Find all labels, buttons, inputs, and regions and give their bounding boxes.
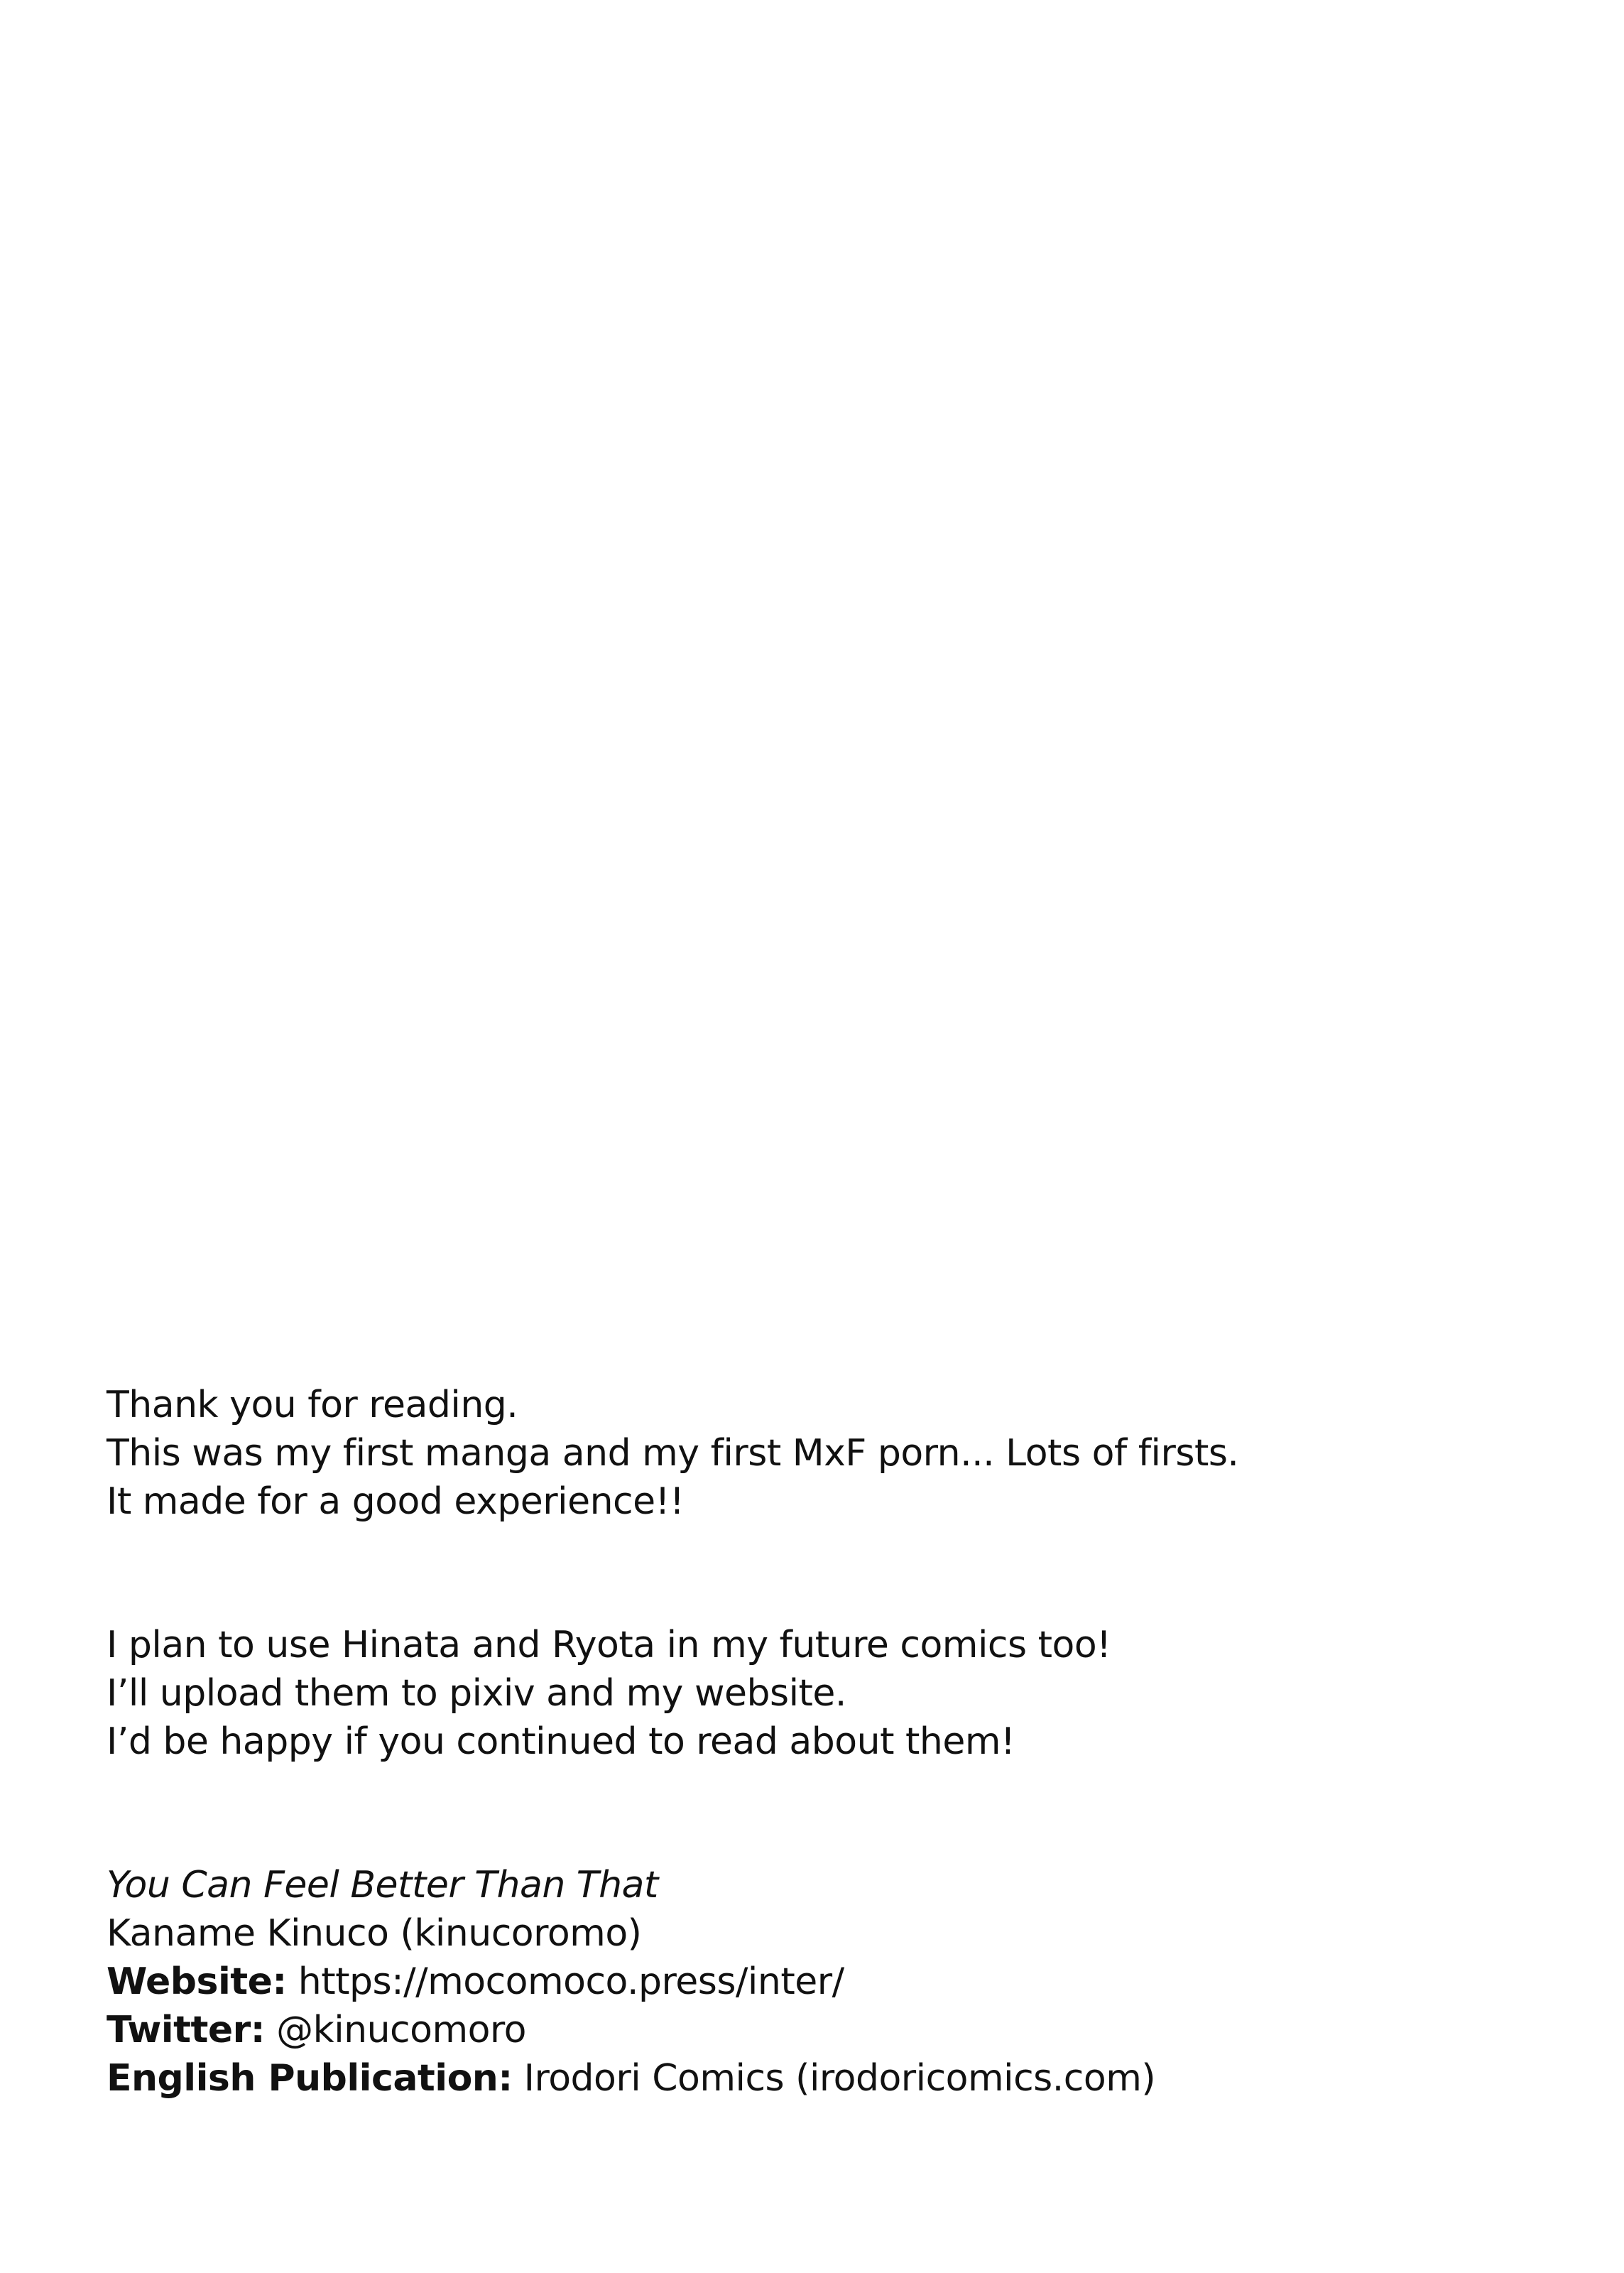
text-line: I’ll upload them to pixiv and my website.: [107, 1672, 846, 1715]
twitter-handle[interactable]: @kinucomoro: [276, 2009, 526, 2051]
text-line: Thank you for reading.: [107, 1384, 518, 1426]
author-line: Kaname Kinuco (kinucoromo): [107, 1912, 642, 1955]
website-label: Website:: [107, 1960, 287, 2003]
publication-line: [107, 2054, 1527, 2103]
publication-value: Irodori Comics (irodoricomics.com): [523, 2057, 1156, 2100]
credits-block: [107, 1861, 1527, 2103]
afterword-block: [107, 1381, 1527, 2103]
text-line: I plan to use Hinata and Ryota in my future comics too!: [107, 1624, 1111, 1666]
paragraph-spacer: [107, 1526, 1527, 1621]
text-line: I’d be happy if you continued to read about them!: [107, 1720, 1015, 1763]
website-line: [107, 1958, 1527, 2006]
text-line: This was my first manga and my first MxF porn... Lots of firsts.: [107, 1432, 1239, 1475]
publication-label: English Publication:: [107, 2057, 513, 2100]
twitter-label: Twitter:: [107, 2009, 266, 2051]
paragraph-spacer: [107, 1766, 1527, 1861]
thanks-paragraph: [107, 1381, 1527, 1526]
website-link[interactable]: https://mocomoco.press/inter/: [298, 1960, 844, 2003]
twitter-line: [107, 2006, 1527, 2054]
future-plans-paragraph: [107, 1621, 1527, 1766]
text-line: It made for a good experience!!: [107, 1480, 685, 1523]
work-title: You Can Feel Better Than That: [107, 1864, 658, 1906]
